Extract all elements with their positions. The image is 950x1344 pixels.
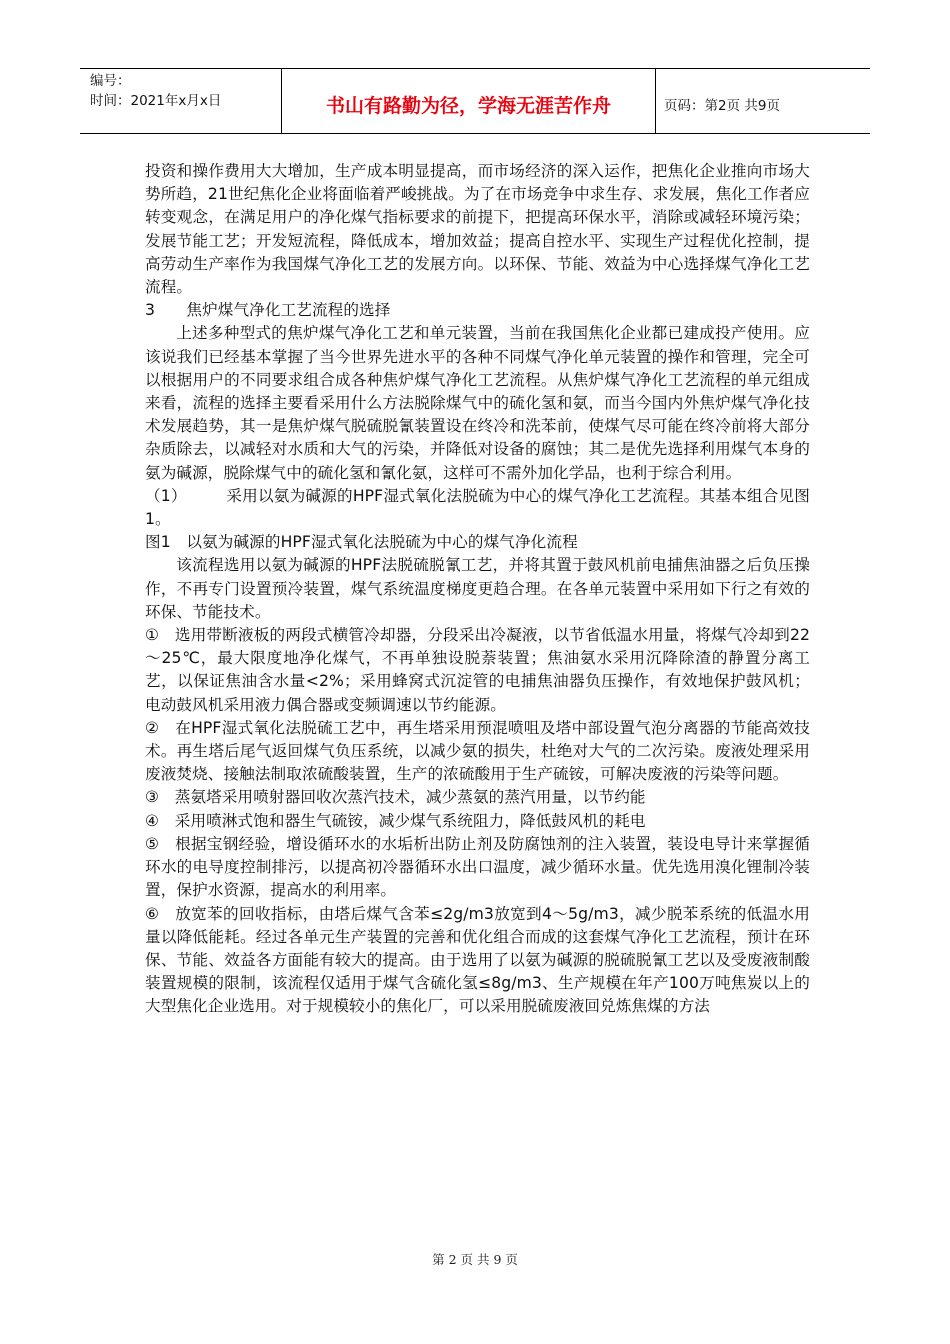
list-item-4: ④ 采用喷淋式饱和器生气硫铵，减少煤气系统阻力，降低鼓风机的耗电 (145, 811, 646, 830)
page-header (80, 68, 870, 134)
header-meta (80, 69, 282, 133)
list-item-6: ⑥ 放宽苯的回收指标，由塔后煤气含苯≤2g/m3放宽到4～5g/m3，减少脱苯系统的低温水用量以降低能耗。经过各单元生产装置的完善和优化组合而成的这套煤气净化工艺流程，预计在环保、节能、效益各方面能有较大的提高。由于选用了以氨为碱源的脱硫脱氰工艺以及受废液制酸装置规模的限制，该流程仅适用于煤气含硫化氢≤8g/m3、生产规模在年产100万吨焦炭以上的大型焦化企业选用。对于规模较小的焦化厂，可以采用脱硫废液回兑炼焦煤的方法 (145, 904, 810, 1016)
paragraph-3: （1） 采用以氨为碱源的HPF湿式氧化法脱硫为中心的煤气净化工艺流程。其基本组合见图1。 (145, 486, 810, 529)
section-heading: 3 焦炉煤气净化工艺流程的选择 (145, 301, 391, 320)
list-item-2: ② 在HPF湿式氧化法脱硫工艺中，再生塔采用预混喷咀及塔中部设置气泡分离器的节能高效技术。再生塔后尾气返回煤气负压系统，以减少氨的损失，杜绝对大气的二次污染。废液处理采用废液焚烧、接触法制取浓硫酸装置，生产的浓硫酸用于生产硫铵，可解决废液的污染等问题。 (145, 718, 810, 784)
paragraph-1: 投资和操作费用大大增加，生产成本明显提高，而市场经济的深入运作，把焦化企业推向市场大势所趋，21世纪焦化企业将面临着严峻挑战。为了在市场竞争中求生存、求发展，焦化工作者应转变观念，在满足用户的净化煤气指标要求的前提下，把提高环保水平，消除或减轻环境污染；发展节能工艺；开发短流程，降低成本，增加效益；提高自控水平、实现生产过程优化控制，提高劳动生产率作为我国煤气净化工艺的发展方向。以环保、节能、效益为中心选择煤气净化工艺流程。 (145, 162, 810, 297)
paragraph-4: 该流程选用以氨为碱源的HPF法脱硫脱氰工艺，并将其置于鼓风机前电捕焦油器之后负压操作，不再专门设置预冷装置，煤气系统温度梯度更趋合理。在各单元装置中采用如下行之有效的环保、节能技术。 (145, 556, 810, 621)
figure-caption: 图1 以氨为碱源的HPF湿式氧化法脱硫为中心的煤气净化流程 (145, 533, 578, 552)
document-body (145, 160, 810, 1019)
list-item-1: ① 选用带断液板的两段式横管冷却器，分段采出冷凝液，以节省低温水用量，将煤气冷却到22～25℃，最大限度地净化煤气，不再单独设脱萘装置；焦油氨水采用沉降除渣的静置分离工艺，以保证焦油含水量<2%；采用蜂窝式沉淀管的电捕焦油器负压操作，有效地保护鼓风机；电动鼓风机采用液力偶合器或变频调速以节约能源。 (145, 626, 810, 714)
header-number-label: 编号： (90, 73, 131, 89)
header-motto: 书山有路勤为径，学海无涯苦作舟 (282, 69, 656, 133)
paragraph-2: 上述多种型式的焦炉煤气净化工艺和单元装置，当前在我国焦化企业都已建成投产使用。应该说我们已经基本掌握了当今世界先进水平的各种不同煤气净化单元装置的操作和管理，完全可以根据用户的不同要求组合成各种焦炉煤气净化工艺流程。从焦炉煤气净化工艺流程的单元组成来看，流程的选择主要看采用什么方法脱除煤气中的硫化氢和氨，而当今国内外焦炉煤气净化技术发展趋势，其一是焦炉煤气脱硫脱氰装置设在终冷和洗苯前，使煤气尽可能在终冷前将大部分杂质除去，以减轻对水质和大气的污染，并降低对设备的腐蚀；其二是优先选择利用煤气本身的氨为碱源，脱除煤气中的硫化氢和氰化氨，这样可不需外加化学品，也利于综合利用。 (145, 324, 810, 482)
list-item-5: ⑤ 根据宝钢经验，增设循环水的水垢析出防止剂及防腐蚀剂的注入装置，装设电导计来掌握循环水的电导度控制排污，以提高初冷器循环水出口温度，减少循环水量。优先选用溴化锂制冷装置，保护水资源，提高水的利用率。 (145, 834, 810, 900)
header-page-info: 页码：第2页 共9页 (664, 98, 780, 114)
header-time-label: 时间：2021年x月x日 (90, 93, 222, 109)
page-footer: 第 2 页 共 9 页 (432, 1252, 518, 1267)
list-item-3: ③ 蒸氨塔采用喷射器回收次蒸汽技术，减少蒸氨的蒸汽用量，以节约能 (145, 788, 646, 807)
